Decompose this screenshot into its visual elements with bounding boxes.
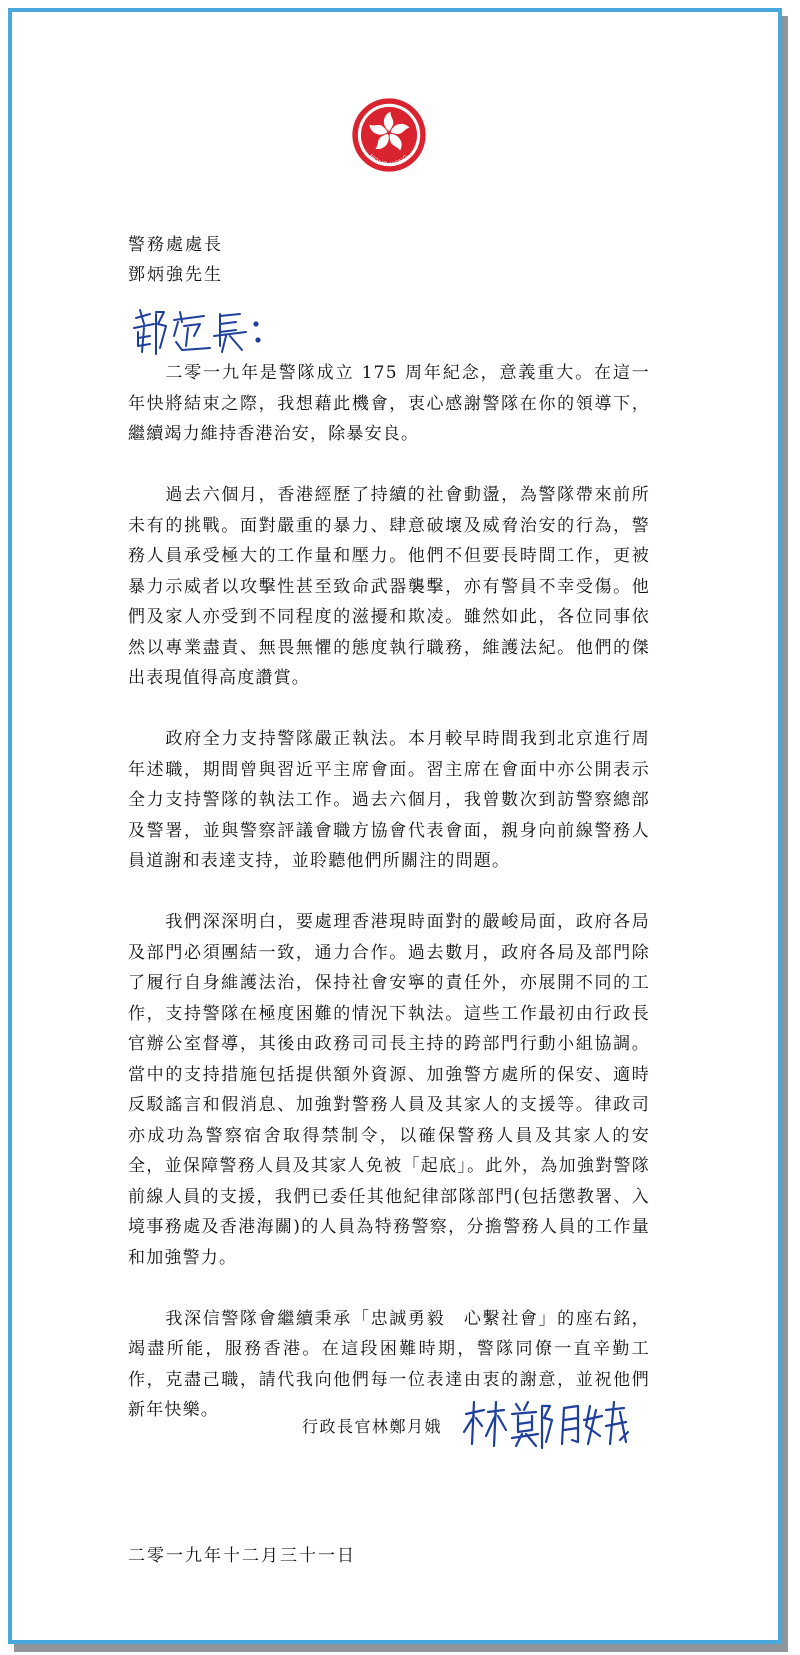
emblem-text: HONG KONG (367, 152, 411, 169)
recipient-name: 鄧炳強先生 (128, 265, 223, 285)
paragraph-3: 政府全力支持警隊嚴正執法。本月較早時間我到北京進行周年述職，期間曾與習近平主席會面。習主席在會面中亦公開表示全力支持警隊的執法工作。過去六個月，我曾數次到訪警察總部及警署，並與警察評議會職方協會代表會面，親身向前線警務人員道謝和表達支持，並聆聽他們所關注的問題。 (128, 729, 650, 871)
recipient-block (128, 230, 223, 290)
letter-body (128, 358, 650, 1456)
paragraph-4: 我們深深明白，要處理香港現時面對的嚴峻局面，政府各局及部門必須團結一致，通力合作。過去數月，政府各局及部門除了履行自身維護法治，保持社會安寧的責任外，亦展開不同的工作，支持警隊在極度困難的情況下執法。這些工作最初由行政長官辦公室督導，其後由政務司司長主持的跨部門行動小組協調。當中的支持措施包括提供額外資源、加強警方處所的保安、適時反駁謠言和假消息、加強對警務人員及其家人的支援等。律政司亦成功為警察宿舍取得禁制令，以確保警務人員及其家人的安全，並保障警務人員及其家人免被「起底」。此外，為加強對警隊前線人員的支援，我們已委任其他紀律部隊部門(包括懲教署、入境事務處及香港海關)的人員為特務警察，分擔警務人員的工作量和加強警力。 (128, 912, 650, 1268)
recipient-title: 警務處處長 (128, 235, 223, 255)
paragraph-1: 二零一九年是警隊成立 175 周年紀念，意義重大。在這一年快將結束之際，我想藉此機會，衷心感謝警隊在你的領導下，繼續竭力維持香港治安，除暴安良。 (128, 363, 650, 444)
handwritten-salutation (130, 302, 280, 362)
handwritten-signature (460, 1396, 630, 1452)
sender-line: 行政長官林鄭月娥 (302, 1417, 443, 1436)
letter-date: 二零一九年十二月三十一日 (128, 1546, 356, 1566)
hksar-emblem-icon (350, 96, 428, 174)
paragraph-2: 過去六個月，香港經歷了持續的社會動盪，為警隊帶來前所未有的挑戰。面對嚴重的暴力、肆意破壞及威脅治安的行為，警務人員承受極大的工作量和壓力。他們不但要長時間工作，更被暴力示威者以攻擊性甚至致命武器襲擊，亦有警員不幸受傷。他們及家人亦受到不同程度的滋擾和欺凌。雖然如此，各位同事依然以專業盡責、無畏無懼的態度執行職務，維護法紀。他們的傑出表現值得高度讚賞。 (128, 485, 650, 688)
letter-page (8, 8, 782, 1644)
paragraph-5: 我深信警隊會繼續秉承「忠誠勇毅 心繫社會」的座右銘，竭盡所能，服務香港。在這段困難時期，警隊同僚一直辛勤工作，克盡己職，請代我向他們每一位表達由衷的謝意，並祝他們新年快樂。 (128, 1308, 650, 1420)
